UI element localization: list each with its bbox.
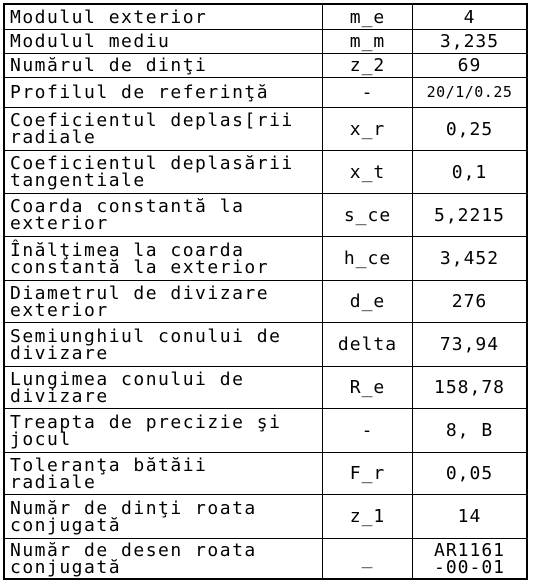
parameter-value: 73,94 bbox=[439, 334, 500, 355]
table-row bbox=[5, 453, 526, 495]
parameter-value: 14 bbox=[457, 506, 482, 527]
parameter-name: Profilul de referinţă bbox=[5, 78, 323, 107]
parameter-value: 8, B bbox=[445, 420, 494, 441]
parameter-value: 69 bbox=[457, 55, 482, 76]
parameter-value: 3,452 bbox=[439, 248, 500, 269]
parameter-value: 3,235 bbox=[439, 31, 500, 52]
parameter-value: 0,05 bbox=[445, 463, 494, 484]
parameter-symbol: _ bbox=[323, 539, 413, 578]
parameter-name: Înălţimea la coarda constantă la exterior bbox=[5, 237, 323, 280]
table-row bbox=[5, 78, 526, 108]
parameter-symbol: m_m bbox=[323, 30, 413, 53]
parameter-value: AR1161 -00-01 bbox=[433, 539, 506, 578]
parameter-name: Modulul exterior bbox=[5, 5, 323, 29]
parameter-symbol: - bbox=[323, 409, 413, 452]
parameter-symbol: z_2 bbox=[323, 54, 413, 77]
table-row bbox=[5, 194, 526, 237]
parameter-symbol: x_t bbox=[323, 151, 413, 193]
parameter-symbol: x_r bbox=[323, 108, 413, 150]
parameter-value: 158,78 bbox=[433, 377, 506, 398]
table-row bbox=[5, 237, 526, 281]
table-row bbox=[5, 54, 526, 78]
parameter-name: Număr de dinţi roata conjugată bbox=[5, 495, 323, 538]
parameter-name: Coarda constantă la exterior bbox=[5, 194, 323, 236]
table-row bbox=[5, 409, 526, 453]
table-row bbox=[5, 323, 526, 367]
parameter-name: Treapta de precizie şi jocul bbox=[5, 409, 323, 452]
table-row bbox=[5, 281, 526, 323]
parameter-symbol: F_r bbox=[323, 453, 413, 494]
parameter-symbol: s_ce bbox=[323, 194, 413, 236]
parameter-value: 276 bbox=[451, 291, 488, 312]
table-row bbox=[5, 151, 526, 194]
parameter-symbol: z_1 bbox=[323, 495, 413, 538]
parameter-value: 20/1/0.25 bbox=[426, 83, 513, 101]
parameter-symbol: R_e bbox=[323, 367, 413, 408]
parameters-table bbox=[3, 3, 528, 580]
parameter-symbol: h_ce bbox=[323, 237, 413, 280]
table-row bbox=[5, 539, 526, 578]
parameter-name: Coeficientul deplas[rii radiale bbox=[5, 108, 323, 150]
parameter-name: Semiunghiul conului de divizare bbox=[5, 323, 323, 366]
parameter-name: Număr de desen roata conjugată bbox=[5, 539, 323, 578]
parameter-symbol: m_e bbox=[323, 5, 413, 29]
parameter-value: 4 bbox=[463, 6, 476, 28]
table-row bbox=[5, 108, 526, 151]
parameter-symbol: delta bbox=[323, 323, 413, 366]
parameter-name: Modulul mediu bbox=[5, 30, 323, 53]
table-row bbox=[5, 495, 526, 539]
parameter-value: 5,2215 bbox=[433, 204, 506, 226]
parameter-name: Toleranţa bătăii radiale bbox=[5, 453, 323, 494]
parameter-name: Numărul de dinţi bbox=[5, 54, 323, 77]
parameter-value: 0,25 bbox=[445, 118, 494, 140]
parameter-name: Coeficientul deplasării tangentiale bbox=[5, 151, 323, 193]
table-row bbox=[5, 30, 526, 54]
table-row bbox=[5, 367, 526, 409]
table-row bbox=[5, 5, 526, 30]
parameter-name: Diametrul de divizare exterior bbox=[5, 281, 323, 322]
parameter-value: 0,1 bbox=[451, 161, 488, 183]
parameter-symbol: d_e bbox=[323, 281, 413, 322]
parameter-name: Lungimea conului de divizare bbox=[5, 367, 323, 408]
parameter-symbol: - bbox=[323, 78, 413, 107]
